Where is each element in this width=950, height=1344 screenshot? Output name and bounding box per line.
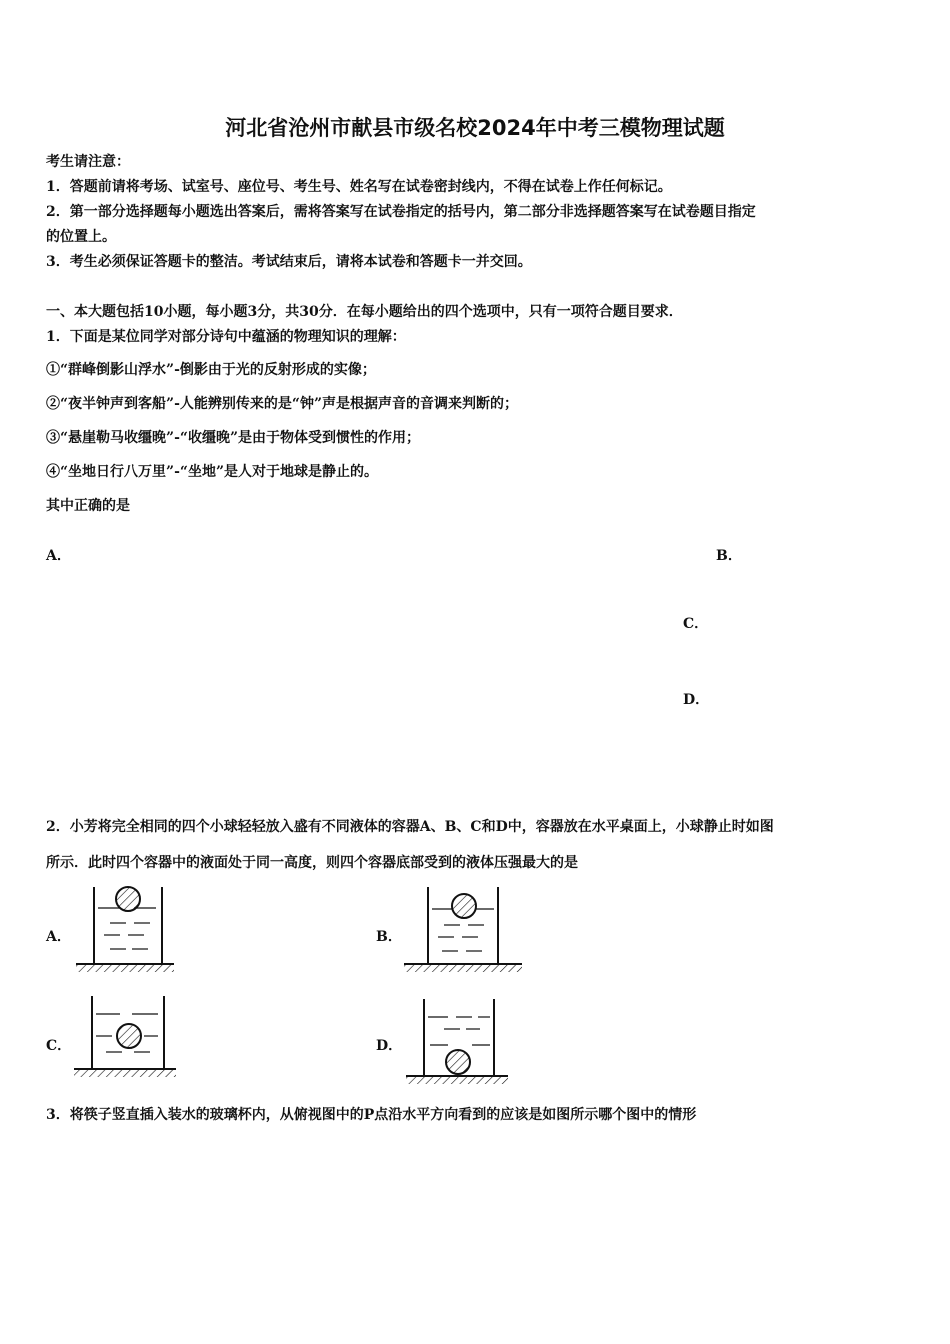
notice-item-2-cont: 的位置上。	[46, 229, 116, 245]
notice-item-3: 3．考生必须保证答题卡的整洁。考试结束后，请将本试卷和答题卡一并交回。	[46, 254, 532, 270]
q1-option-b[interactable]: B．	[716, 548, 742, 564]
q3-stem: 3．将筷子竖直插入装水的玻璃杯内，从俯视图中的P点沿水平方向看到的应该是如图所示哪个图中的情形	[46, 1107, 697, 1123]
q1-option-d[interactable]: D．	[683, 692, 710, 708]
q1-option-a[interactable]: A．	[46, 548, 71, 564]
q2-option-a[interactable]: A．	[46, 929, 71, 945]
container-d-figure	[404, 995, 514, 1090]
q1-statement-1: ①“群峰倒影山浮水”-倒影由于光的反射形成的实像；	[46, 362, 376, 378]
container-b-figure	[402, 883, 532, 978]
container-c-figure	[72, 992, 182, 1082]
notice-item-2: 2．第一部分选择题每小题选出答案后，需将答案写在试卷指定的括号内，第二部分非选择题答案写在试卷题目指定	[46, 204, 756, 220]
notice-heading: 考生请注意：	[46, 154, 130, 170]
q1-statement-4: ④“坐地日行八万里”-“坐地”是人对于地球是静止的。	[46, 464, 379, 480]
page-title: 河北省沧州市献县市级名校2024年中考三模物理试题	[225, 116, 725, 140]
q1-statement-2: ②“夜半钟声到客船”-人能辨别传来的是“钟”声是根据声音的音调来判断的；	[46, 396, 519, 412]
q2-option-b[interactable]: B．	[376, 929, 402, 945]
q1-option-c[interactable]: C．	[683, 616, 709, 632]
container-a-figure	[74, 883, 184, 978]
q1-prompt: 其中正确的是	[46, 498, 130, 514]
notice-item-1: 1．答题前请将考场、试室号、座位号、考生号、姓名写在试卷密封线内，不得在试卷上作任何标记。	[46, 179, 672, 195]
q2-option-d[interactable]: D．	[376, 1038, 403, 1054]
section-heading: 一、本大题包括10小题，每小题3分，共30分．在每小题给出的四个选项中，只有一项符合题目要求．	[46, 304, 683, 320]
q1-statement-3: ③“悬崖勒马收缰晚”-“收缰晚”是由于物体受到惯性的作用；	[46, 430, 421, 446]
q2-option-c[interactable]: C．	[46, 1038, 72, 1054]
q2-stem-line2: 所示．此时四个容器中的液面处于同一高度，则四个容器底部受到的液体压强最大的是	[46, 855, 578, 871]
q2-stem-line1: 2．小芳将完全相同的四个小球轻轻放入盛有不同液体的容器A、B、C和D中，容器放在水平桌面上，小球静止时如图	[46, 819, 774, 835]
q1-stem: 1．下面是某位同学对部分诗句中蕴涵的物理知识的理解：	[46, 329, 406, 345]
